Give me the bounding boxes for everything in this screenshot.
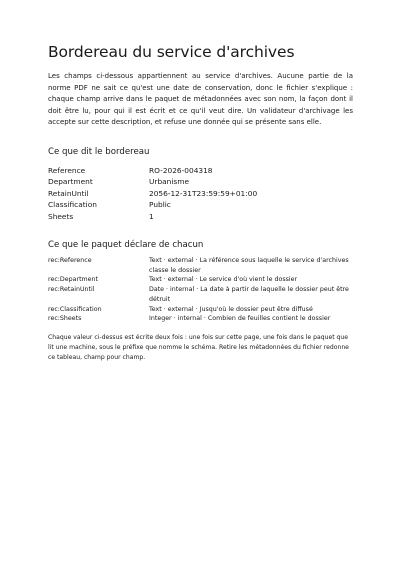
values-table — [48, 165, 353, 222]
field-name: Department — [48, 177, 93, 187]
list-item — [48, 305, 353, 315]
property-name: rec:Reference — [48, 257, 92, 264]
list-item — [48, 285, 353, 304]
table-row — [48, 165, 353, 176]
field-value: Public — [149, 200, 171, 210]
list-item — [48, 256, 353, 275]
property-description: Text · external · La référence sous laquelle le service d'archives classe le dossier — [149, 257, 349, 274]
property-name: rec:RetainUntil — [48, 286, 95, 294]
intro-paragraph: Les champs ci-dessous appartiennent au service d'archives. Aucune partie de la norme PDF ne sait ce qu'est une date de conservation, donc le fichier s'explique : chaque champ arrive dans le paquet de métadonnées avec son nom, la façon dont il doit être lu, pour qui il est écrit et ce qu'il veut dire. Un validateur d'archivage les accepte sur cette description, et refuse une donnée qui se présente sans elle. — [48, 72, 353, 127]
field-value: RO-2026-004318 — [149, 165, 213, 175]
field-value: 2056-12-31T23:59:59+01:00 — [149, 188, 258, 198]
table-row — [48, 188, 353, 199]
footnote: Chaque valeur ci-dessus est écrite deux fois : une fois sur cette page, une fois dans le paquet que lit une machine, sous le préfixe que nomme le schéma. Retire les métadonnées du fichier redonne ce tableau, champ pour champ. — [48, 333, 349, 361]
property-description: Integer · internal · Combien de feuilles contient le dossier — [149, 315, 331, 323]
property-description: Text · external · Jusqu'où le dossier peut être diffusé — [149, 305, 313, 313]
schema-section-heading: Ce que le paquet déclare de chacun — [48, 240, 204, 250]
page-title: Bordereau du service d'archives — [48, 43, 295, 61]
field-value: 1 — [149, 211, 154, 221]
table-row — [48, 176, 353, 187]
schema-list — [48, 256, 353, 324]
property-name: rec:Sheets — [48, 315, 82, 323]
table-row — [48, 211, 353, 222]
list-item — [48, 275, 353, 285]
property-description: Text · external · Le service d'où vient le dossier — [149, 276, 298, 284]
list-item — [48, 314, 353, 324]
values-section-heading: Ce que dit le bordereau — [48, 146, 150, 157]
field-name: Reference — [48, 165, 86, 175]
property-name: rec:Department — [48, 276, 99, 284]
field-name: RetainUntil — [48, 188, 89, 198]
property-name: rec:Classification — [48, 305, 102, 313]
document-page — [48, 40, 353, 362]
property-description: Date · internal · La date à partir de laquelle le dossier peut être détruit — [149, 286, 349, 303]
field-name: Classification — [48, 200, 97, 210]
field-name: Sheets — [48, 211, 74, 221]
table-row — [48, 199, 353, 210]
field-value: Urbanisme — [149, 177, 190, 187]
